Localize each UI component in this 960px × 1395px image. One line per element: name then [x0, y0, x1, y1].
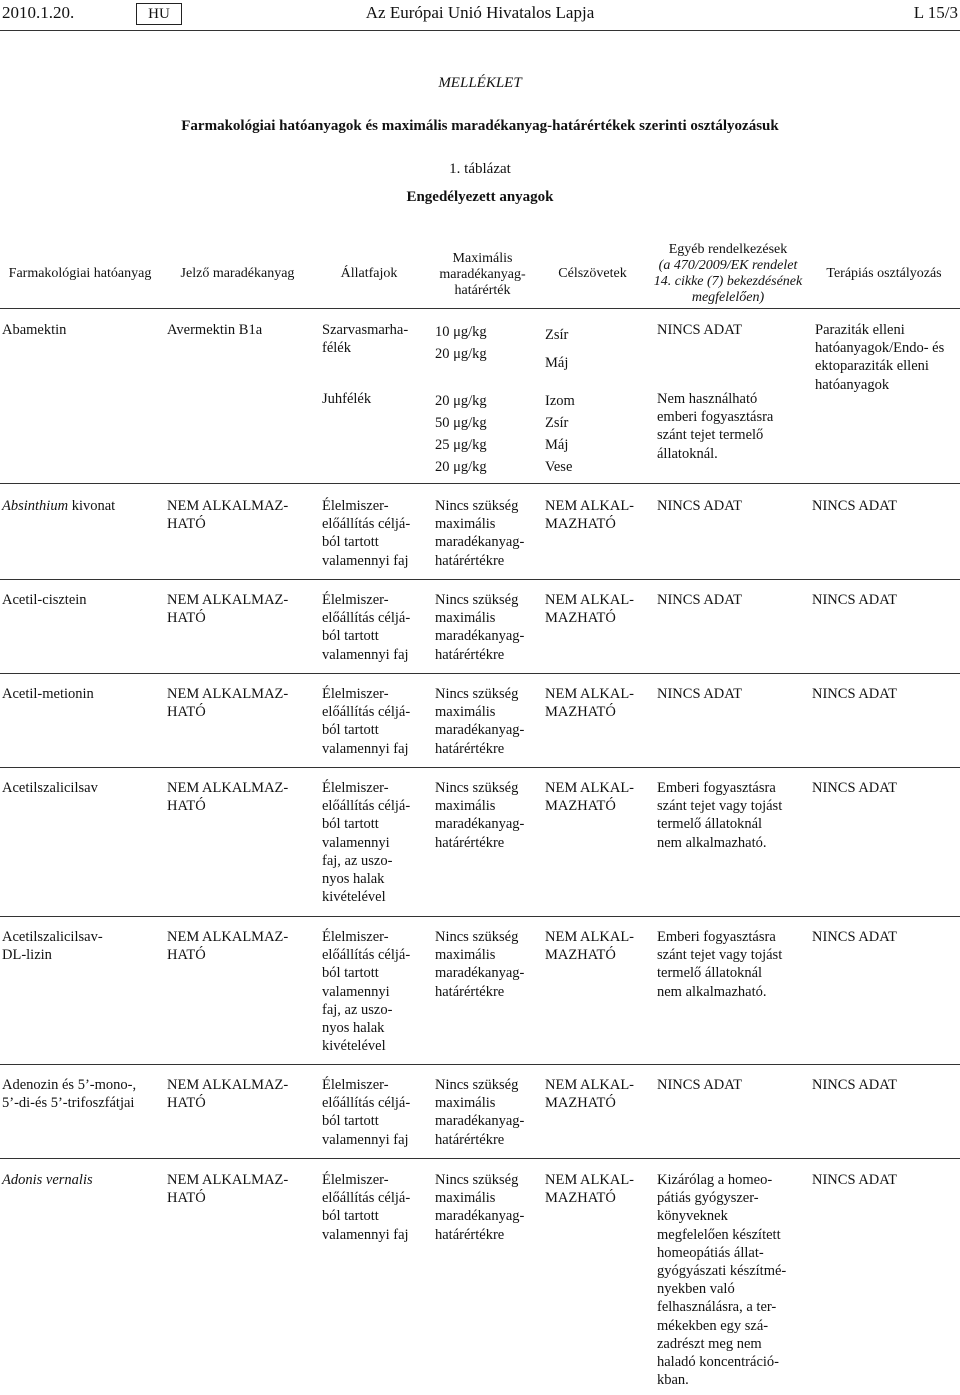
species-line: Szarvasmarha-: [322, 322, 409, 338]
other-line: nyekben való: [657, 1281, 735, 1298]
mrl-line: határértékre: [435, 646, 505, 663]
col-header-mrl-line: maradékanyag-: [439, 267, 526, 282]
target-tissue: [545, 685, 634, 721]
publication-date: 2010.1.20.: [2, 3, 75, 22]
table-number: 1. táblázat: [449, 161, 511, 177]
marker-line: NEM ALKALMAZ-: [167, 498, 289, 514]
mrl-line: Nincs szükség: [435, 686, 519, 702]
species: Juhfélék: [322, 391, 372, 407]
mrl-line: 10 μg/kg: [435, 324, 487, 340]
species-line: előállítás céljá-: [322, 516, 411, 533]
species-line: Élelmiszer-: [322, 780, 389, 796]
tissue-line: MAZHATÓ: [545, 798, 616, 815]
other-provisions: [657, 390, 773, 463]
marker-line: NEM ALKALMAZ-: [167, 1172, 289, 1188]
species-line: valamennyi: [322, 834, 390, 851]
col-header-other-line: Egyéb rendelkezések: [668, 242, 788, 257]
col-header-species: Állatfajok: [340, 266, 398, 281]
substance-name-line: DL-lizin: [2, 947, 52, 964]
mrl-line: maximális: [435, 516, 496, 533]
marker-line: NEM ALKALMAZ-: [167, 780, 289, 796]
species-line: Élelmiszer-: [322, 498, 389, 514]
species-line: félék: [322, 340, 351, 357]
marker-line: HATÓ: [167, 610, 206, 627]
mrl-line: 20 μg/kg: [435, 393, 487, 409]
species: [322, 591, 410, 664]
other-line: könyveknek: [657, 1208, 728, 1225]
other-line: nem alkalmazható.: [657, 983, 767, 1000]
mrl-line: Nincs szükség: [435, 592, 519, 608]
target-tissue: [545, 928, 634, 964]
therapeutic-class: NINCS ADAT: [812, 592, 897, 608]
species-line: valamennyi faj: [322, 740, 409, 757]
species-line: előállítás céljá-: [322, 704, 411, 721]
species: [322, 685, 410, 758]
tissue-line: MAZHATÓ: [545, 1190, 616, 1207]
target-tissue: [545, 1171, 634, 1207]
table-title: Engedélyezett anyagok: [406, 189, 554, 205]
species-line: előállítás céljá-: [322, 947, 411, 964]
species: [322, 321, 408, 357]
other-line: pátiás gyógyszer-: [657, 1190, 759, 1207]
mrl-line: 20 μg/kg: [435, 459, 487, 475]
species: [322, 1171, 410, 1244]
col-header-other-line: (a 470/2009/EK rendelet: [658, 258, 798, 273]
tissue-line: Máj: [545, 437, 569, 453]
tissue-line: NEM ALKAL-: [545, 498, 635, 514]
mrl: [435, 1171, 524, 1244]
mrl: [435, 1076, 524, 1149]
mrl-line: maradékanyag-: [435, 534, 525, 551]
mrl-line: Nincs szükség: [435, 929, 519, 945]
mrl-line: 25 μg/kg: [435, 437, 487, 453]
substance-name: Acetil-metionin: [2, 686, 94, 702]
marker-residue: [167, 685, 288, 721]
therapy-line: Paraziták elleni: [815, 322, 905, 338]
other-line: Nem használható: [657, 391, 758, 407]
mrl: [435, 779, 524, 852]
species-line: ból tartott: [322, 722, 379, 739]
therapeutic-class: NINCS ADAT: [812, 686, 897, 702]
other-line: Emberi fogyasztásra: [657, 780, 776, 796]
target-tissue: [545, 1076, 634, 1112]
other-line: mékekben egy szá-: [657, 1317, 769, 1334]
species: [322, 1076, 410, 1149]
mrl-line: határértékre: [435, 740, 505, 757]
col-header-mrl-line: Maximális: [452, 251, 513, 266]
marker-residue: [167, 1076, 288, 1112]
species: [322, 497, 410, 570]
substance-name: [2, 1076, 136, 1112]
col-header-therapy: Terápiás osztályozás: [826, 266, 942, 281]
species-line: előállítás céljá-: [322, 1190, 411, 1207]
therapeutic-class: NINCS ADAT: [812, 1172, 897, 1188]
mrl-line: határértékre: [435, 983, 505, 1000]
substance-name: Abamektin: [2, 322, 67, 338]
mrl-line: Nincs szükség: [435, 498, 519, 514]
marker-line: HATÓ: [167, 1095, 206, 1112]
mrl-line: maximális: [435, 1190, 496, 1207]
substance-name-line: 5’-di-és 5’-trifoszfátjai: [2, 1095, 135, 1112]
species-line: előállítás céljá-: [322, 798, 411, 815]
tissue-line: Zsír: [545, 415, 569, 431]
mrl-line: maximális: [435, 1095, 496, 1112]
target-tissue: [545, 591, 634, 627]
marker-line: NEM ALKALMAZ-: [167, 929, 289, 945]
page-number: L 15/3: [913, 3, 958, 22]
mrl-line: maradékanyag-: [435, 1113, 525, 1130]
marker-line: NEM ALKALMAZ-: [167, 592, 289, 608]
species-line: előállítás céljá-: [322, 1095, 411, 1112]
mrl-line: Nincs szükség: [435, 1172, 519, 1188]
species-line: valamennyi faj: [322, 1131, 409, 1148]
therapy-line: hatóanyagok: [815, 376, 890, 393]
header-bottom-rule: [0, 308, 960, 309]
journal-title: Az Európai Unió Hivatalos Lapja: [365, 3, 595, 22]
species-line: nyos halak: [322, 871, 385, 888]
row-divider: [0, 673, 960, 674]
row-divider: [0, 1064, 960, 1065]
species-line: nyos halak: [322, 1020, 385, 1037]
mrl-line: határértékre: [435, 552, 505, 569]
other-provisions: NINCS ADAT: [657, 498, 742, 514]
substance-name: [2, 928, 103, 964]
other-provisions: [657, 779, 782, 852]
species-line: valamennyi faj: [322, 1226, 409, 1243]
marker-line: NEM ALKALMAZ-: [167, 1077, 289, 1093]
other-line: szánt tejet termelő: [657, 427, 764, 444]
mrl: [435, 591, 524, 664]
mrl-line: maradékanyag-: [435, 628, 525, 645]
substance-name: Acetil-cisztein: [2, 592, 87, 608]
other-line: haladó koncentráció-: [657, 1354, 779, 1371]
mrl-line: maradékanyag-: [435, 816, 525, 833]
therapeutic-class: NINCS ADAT: [812, 1077, 897, 1093]
tissue-line: NEM ALKAL-: [545, 592, 635, 608]
tissue-line: MAZHATÓ: [545, 947, 616, 964]
other-line: zadrészt meg nem: [657, 1335, 762, 1352]
other-line: Kizárólag a homeo-: [657, 1172, 773, 1188]
other-line: állatoknál.: [657, 445, 718, 462]
other-provisions: NINCS ADAT: [657, 592, 742, 608]
species-line: Élelmiszer-: [322, 1077, 389, 1093]
tissue-line: MAZHATÓ: [545, 516, 616, 533]
tissue-line: NEM ALKAL-: [545, 929, 635, 945]
marker-line: HATÓ: [167, 516, 206, 533]
species-line: valamennyi faj: [322, 646, 409, 663]
target-tissue: [545, 779, 634, 815]
other-line: szánt tejet vagy tojást: [657, 947, 783, 964]
mrl-line: határértékre: [435, 1131, 505, 1148]
annex-title: Farmakológiai hatóanyagok és maximális maradékanyag-határértékek szerinti osztályozásuk: [181, 118, 779, 134]
species-line: Élelmiszer-: [322, 929, 389, 945]
other-provisions: [657, 1171, 786, 1389]
marker-line: HATÓ: [167, 947, 206, 964]
tissue-line: MAZHATÓ: [545, 1095, 616, 1112]
other-provisions: NINCS ADAT: [657, 686, 742, 702]
species-line: ból tartott: [322, 534, 379, 551]
species: [322, 779, 410, 906]
other-provisions: [657, 928, 782, 1001]
species-line: ból tartott: [322, 816, 379, 833]
mrl: [435, 685, 524, 758]
row-divider: [0, 916, 960, 917]
annex-label: MELLÉKLET: [438, 75, 522, 91]
mrl: [435, 497, 524, 570]
therapy-line: ektoparaziták elleni: [815, 358, 929, 375]
other-line: homeopátiás állat-: [657, 1244, 764, 1261]
header-rule: [0, 30, 960, 31]
col-header-tissue: Célszövetek: [558, 266, 627, 281]
mrl: [435, 928, 524, 1001]
species-line: Élelmiszer-: [322, 1172, 389, 1188]
col-header-other-line: 14. cikke (7) bekezdésének: [653, 274, 803, 289]
marker-residue: [167, 497, 288, 533]
marker-residue: [167, 779, 288, 815]
other-line: megfelelően készített: [657, 1226, 781, 1243]
other-provisions: NINCS ADAT: [657, 322, 742, 338]
mrl-line: Nincs szükség: [435, 1077, 519, 1093]
col-header-marker: Jelző maradékanyag: [180, 266, 295, 281]
mrl-line: Nincs szükség: [435, 780, 519, 796]
col-header-mrl: [425, 251, 540, 299]
substance-name: Acetilszalicilsav: [2, 780, 98, 796]
therapeutic-class: NINCS ADAT: [812, 780, 897, 796]
marker-residue: [167, 1171, 288, 1207]
tissue-line: Izom: [545, 393, 575, 409]
col-header-mrl-line: határérték: [454, 283, 511, 298]
marker-line: HATÓ: [167, 798, 206, 815]
therapeutic-class: [815, 321, 944, 394]
substance-name-line: Adenozin és 5’-mono-,: [2, 1077, 137, 1093]
species: [322, 928, 410, 1055]
col-header-substance: Farmakológiai hatóanyag: [8, 266, 152, 281]
other-line: felhasználásra, a ter-: [657, 1299, 777, 1316]
row-divider: [0, 483, 960, 484]
other-line: termelő állatoknál: [657, 816, 763, 833]
target-tissue: [545, 321, 568, 377]
mrl-line: maximális: [435, 947, 496, 964]
therapeutic-class: NINCS ADAT: [812, 929, 897, 945]
tissue-line: Máj: [545, 355, 569, 371]
mrl-line: maximális: [435, 798, 496, 815]
substance-name-line: Acetilszalicilsav-: [2, 929, 103, 945]
language-badge: HU: [136, 3, 182, 25]
target-tissue: [545, 390, 575, 478]
species-line: faj, az uszo-: [322, 1001, 393, 1018]
therapeutic-class: NINCS ADAT: [812, 498, 897, 514]
substance-name: [2, 497, 115, 515]
mrl-line: 20 μg/kg: [435, 346, 487, 362]
species-line: ból tartott: [322, 1113, 379, 1130]
other-provisions: NINCS ADAT: [657, 1077, 742, 1093]
marker-residue: Avermektin B1a: [167, 322, 263, 338]
row-divider: [0, 1158, 960, 1159]
species-line: Élelmiszer-: [322, 686, 389, 702]
row-divider: [0, 767, 960, 768]
marker-residue: [167, 591, 288, 627]
mrl-line: 50 μg/kg: [435, 415, 487, 431]
species-line: faj, az uszo-: [322, 852, 393, 869]
mrl-line: határértékre: [435, 834, 505, 851]
tissue-line: NEM ALKAL-: [545, 1077, 635, 1093]
mrl-line: maximális: [435, 610, 496, 627]
species-line: kivételével: [322, 1038, 386, 1055]
tissue-line: NEM ALKAL-: [545, 780, 635, 796]
tissue-line: Vese: [545, 459, 573, 475]
col-header-other: [648, 242, 808, 306]
other-line: gyógyászati készítmé-: [657, 1263, 787, 1280]
marker-line: HATÓ: [167, 704, 206, 721]
species-line: valamennyi faj: [322, 552, 409, 569]
substance-name-italic: Absinthium: [2, 498, 69, 514]
tissue-line: NEM ALKAL-: [545, 686, 635, 702]
species-line: valamennyi: [322, 983, 390, 1000]
species-line: ból tartott: [322, 965, 379, 982]
other-line: szánt tejet vagy tojást: [657, 798, 783, 815]
other-line: emberi fogyasztásra: [657, 409, 774, 426]
tissue-line: NEM ALKAL-: [545, 1172, 635, 1188]
marker-line: HATÓ: [167, 1190, 206, 1207]
species-line: ból tartott: [322, 1208, 379, 1225]
marker-line: NEM ALKALMAZ-: [167, 686, 289, 702]
mrl-line: maradékanyag-: [435, 1208, 525, 1225]
tissue-line: MAZHATÓ: [545, 704, 616, 721]
species-line: Élelmiszer-: [322, 592, 389, 608]
mrl-line: maradékanyag-: [435, 722, 525, 739]
mrl-line: maximális: [435, 704, 496, 721]
col-header-other-line: megfelelően): [691, 290, 765, 305]
species-line: ból tartott: [322, 628, 379, 645]
other-line: kban.: [657, 1372, 689, 1389]
therapy-line: hatóanyagok/Endo- és: [815, 340, 945, 357]
species-line: előállítás céljá-: [322, 610, 411, 627]
mrl-line: határértékre: [435, 1226, 505, 1243]
substance-name-rest: kivonat: [68, 498, 116, 514]
other-line: Emberi fogyasztásra: [657, 929, 776, 945]
mrl: [435, 390, 487, 478]
mrl-line: maradékanyag-: [435, 965, 525, 982]
other-line: termelő állatoknál: [657, 965, 763, 982]
tissue-line: MAZHATÓ: [545, 610, 616, 627]
journal-header: [0, 0, 960, 26]
other-line: nem alkalmazható.: [657, 834, 767, 851]
tissue-line: Zsír: [545, 327, 569, 343]
row-divider: [0, 579, 960, 580]
target-tissue: [545, 497, 634, 533]
marker-residue: [167, 928, 288, 964]
substance-name: Adonis vernalis: [2, 1172, 93, 1188]
mrl: [435, 321, 487, 365]
species-line: kivételével: [322, 889, 386, 906]
